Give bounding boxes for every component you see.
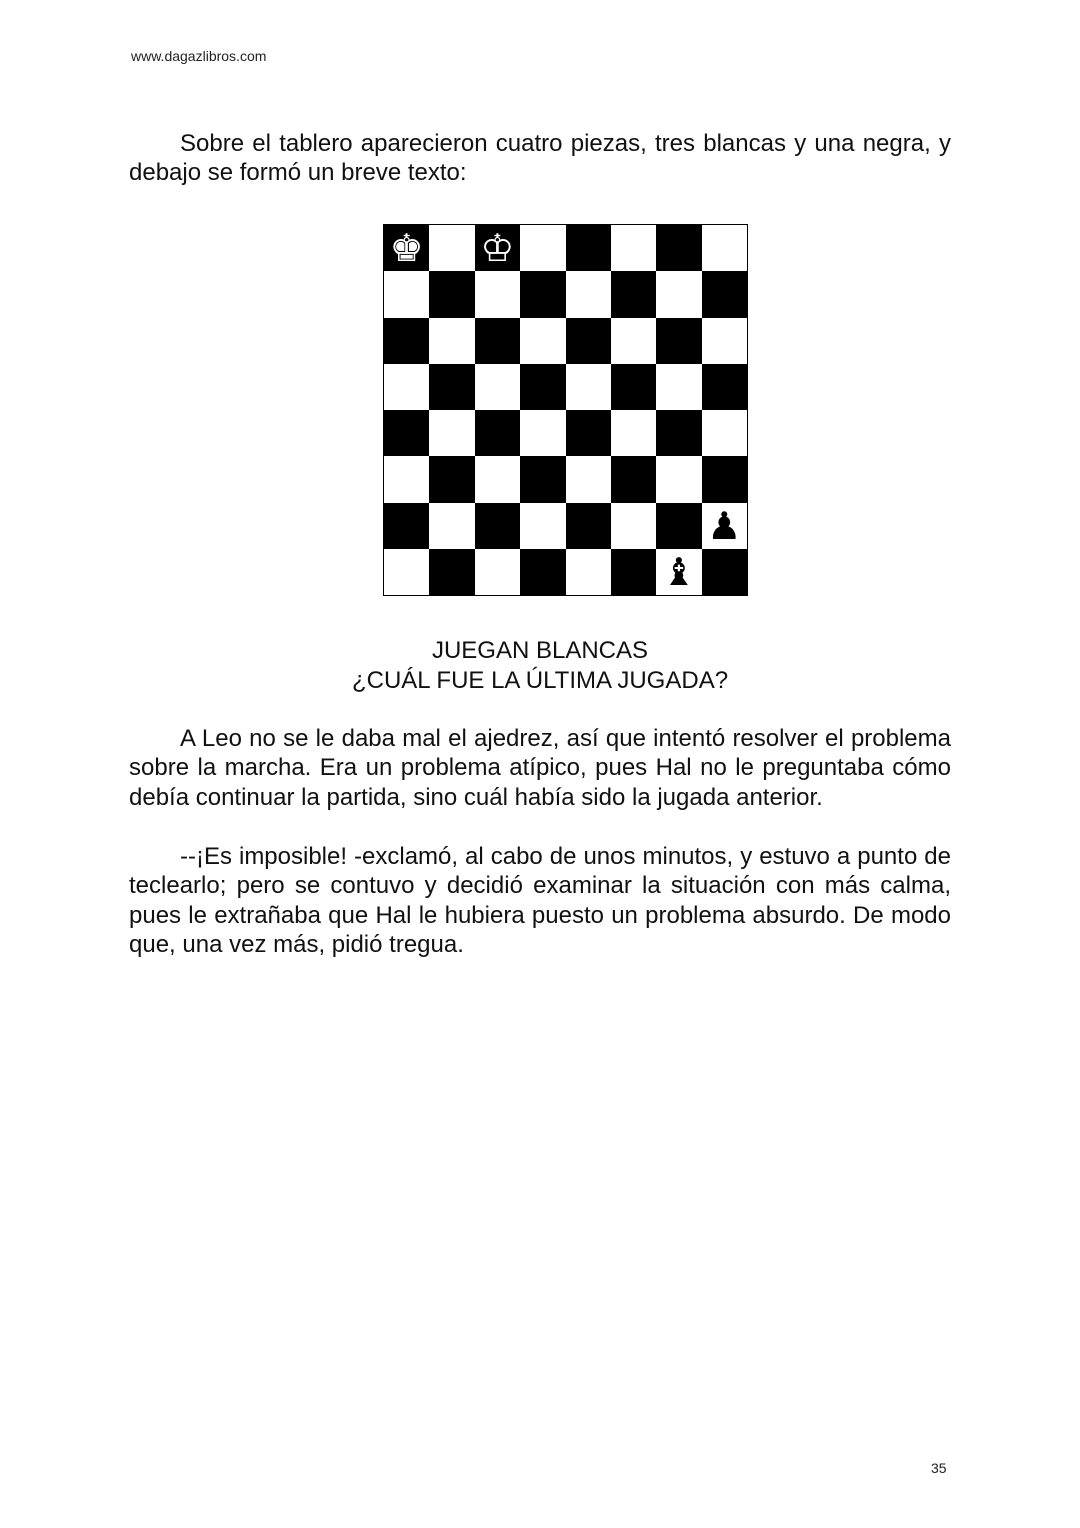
square-g6 (656, 318, 701, 364)
square-f8 (611, 225, 656, 271)
square-e1 (566, 549, 611, 595)
square-d2 (520, 503, 565, 549)
square-a8 (384, 225, 429, 271)
chess-diagram (383, 224, 748, 596)
caption-line-1: JUEGAN BLANCAS (431, 637, 649, 664)
white-king-icon: ♔ (480, 226, 515, 271)
square-b6 (429, 318, 474, 364)
square-f3 (611, 456, 656, 502)
page-number: 35 (931, 1460, 947, 1476)
square-f4 (611, 410, 656, 456)
square-b5 (429, 364, 474, 410)
square-c5 (475, 364, 520, 410)
paragraph-intro (129, 129, 951, 188)
paragraph-text: Sobre el tablero aparecieron cuatro piezas, tres blancas y una negra, y debajo se formó un breve texto: (129, 130, 951, 187)
square-d6 (520, 318, 565, 364)
white-bishop-icon: ♝ (661, 549, 696, 594)
square-a3 (384, 456, 429, 502)
square-h8 (702, 225, 747, 271)
white-pawn-icon: ♟ (707, 503, 742, 548)
square-d5 (520, 364, 565, 410)
square-b1 (429, 549, 474, 595)
square-f5 (611, 364, 656, 410)
square-c8 (475, 225, 520, 271)
square-f1 (611, 549, 656, 595)
square-b8 (429, 225, 474, 271)
square-e4 (566, 410, 611, 456)
square-d1 (520, 549, 565, 595)
square-a5 (384, 364, 429, 410)
square-g2 (656, 503, 701, 549)
square-f2 (611, 503, 656, 549)
paragraph-text: A Leo no se le daba mal el ajedrez, así que intentó resolver el problema sobre la marcha. Era un problema atípico, pues Hal no le preguntaba cómo debía continuar la partida, sino cuál había sido la jugada anterior. (129, 725, 951, 811)
square-e5 (566, 364, 611, 410)
square-d3 (520, 456, 565, 502)
square-c2 (475, 503, 520, 549)
square-h5 (702, 364, 747, 410)
square-b3 (429, 456, 474, 502)
square-g1 (656, 549, 701, 595)
square-c6 (475, 318, 520, 364)
square-a6 (384, 318, 429, 364)
square-h7 (702, 271, 747, 317)
square-c7 (475, 271, 520, 317)
square-e6 (566, 318, 611, 364)
black-king-icon: ♚ (389, 226, 424, 271)
header-url: www.dagazlibros.com (131, 48, 267, 64)
square-h2 (702, 503, 747, 549)
square-b4 (429, 410, 474, 456)
square-f7 (611, 271, 656, 317)
square-c3 (475, 456, 520, 502)
square-a2 (384, 503, 429, 549)
square-g4 (656, 410, 701, 456)
square-g5 (656, 364, 701, 410)
paragraph-text: --¡Es imposible! -exclamó, al cabo de unos minutos, y estuvo a punto de teclearlo; pero se contuvo y decidió examinar la situación con más calma, pues le extrañaba que Hal le hubiera puesto un problema absurdo. De modo que, una vez más, pidió tregua. (129, 843, 951, 958)
square-a1 (384, 549, 429, 595)
square-h4 (702, 410, 747, 456)
square-a4 (384, 410, 429, 456)
caption-line-2: ¿CUÁL FUE LA ÚLTIMA JUGADA? (351, 667, 729, 694)
square-e8 (566, 225, 611, 271)
square-e2 (566, 503, 611, 549)
square-h6 (702, 318, 747, 364)
square-e3 (566, 456, 611, 502)
paragraph-leo (129, 724, 951, 812)
square-e7 (566, 271, 611, 317)
square-d7 (520, 271, 565, 317)
square-g7 (656, 271, 701, 317)
square-b7 (429, 271, 474, 317)
square-h3 (702, 456, 747, 502)
square-c1 (475, 549, 520, 595)
square-g3 (656, 456, 701, 502)
square-h1 (702, 549, 747, 595)
paragraph-exclamation (129, 842, 951, 959)
square-d4 (520, 410, 565, 456)
square-f6 (611, 318, 656, 364)
square-c4 (475, 410, 520, 456)
square-a7 (384, 271, 429, 317)
square-b2 (429, 503, 474, 549)
square-g8 (656, 225, 701, 271)
square-d8 (520, 225, 565, 271)
